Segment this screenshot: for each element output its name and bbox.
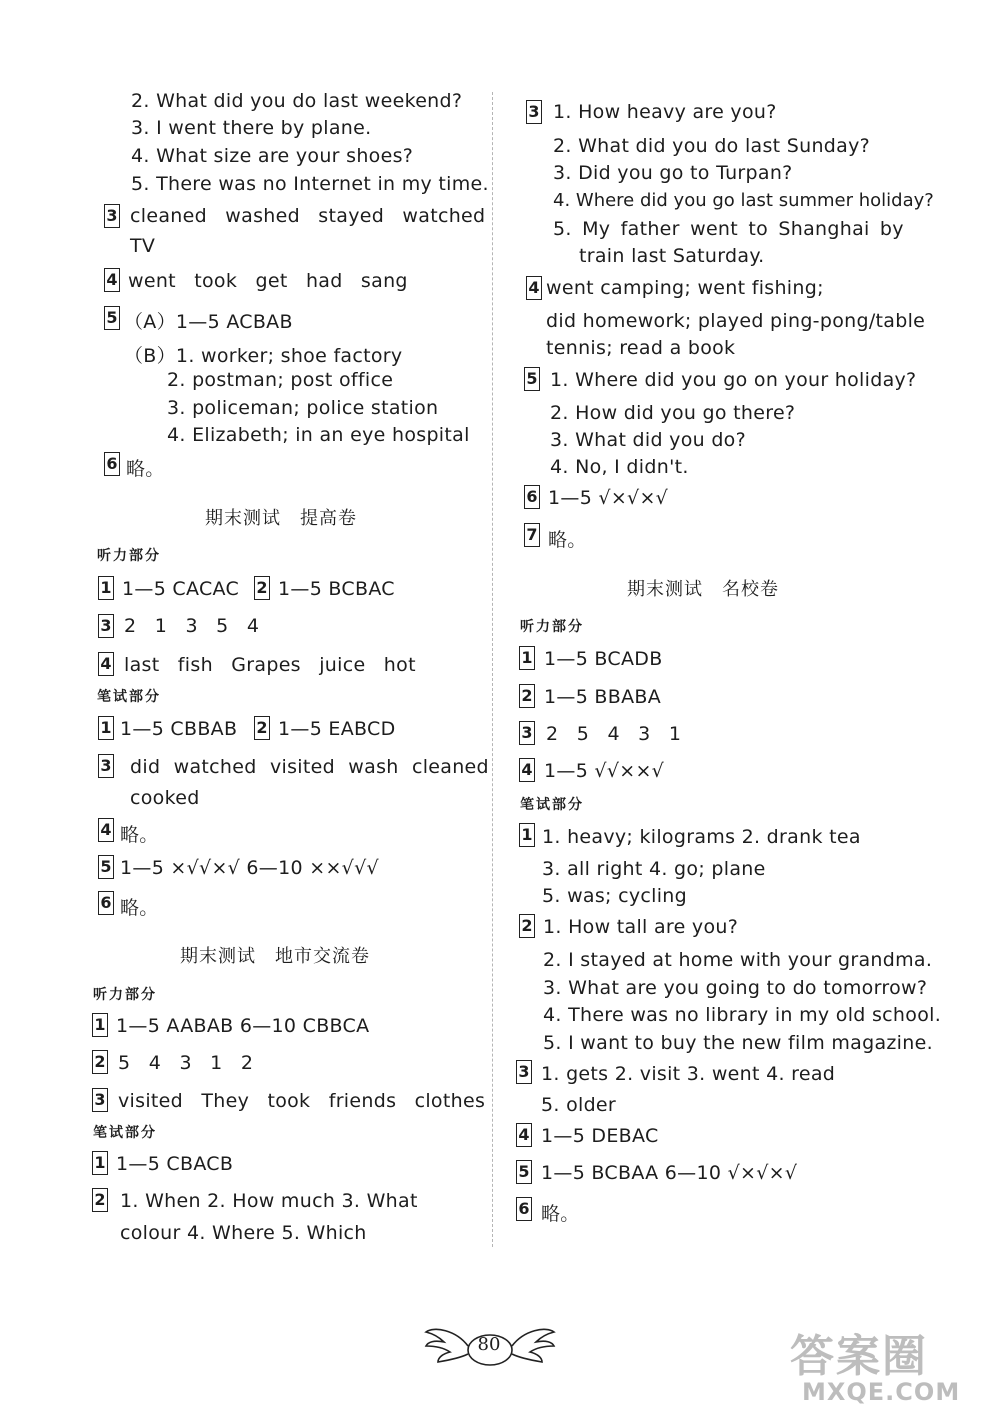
question-number-badge: 3 xyxy=(98,614,114,638)
question-number-badge: 4 xyxy=(519,758,535,782)
answer-line: 1. Where did you go on your holiday? xyxy=(550,369,917,391)
answer-line: 2. What did you do last weekend? xyxy=(131,90,463,112)
answer-line: （B）1. worker; shoe factory xyxy=(124,345,403,367)
answer-line: tennis; read a book xyxy=(546,337,736,359)
question-number-badge: 3 xyxy=(526,100,542,124)
question-number-badge: 1 xyxy=(519,646,535,670)
answer-line: 1—5 AABAB 6—10 CBBCA xyxy=(116,1015,370,1037)
watermark-logo: 答案圈 xyxy=(790,1331,928,1382)
subsection-label: 笔试部分 xyxy=(93,1125,157,1141)
answer-line: 1—5 √×√×√ xyxy=(548,487,669,509)
answer-line: last fish Grapes juice hot xyxy=(124,654,416,676)
column-divider xyxy=(492,92,493,1247)
question-number-badge: 2 xyxy=(254,576,270,600)
answer-line: 5. was; cycling xyxy=(542,885,687,907)
answer-line: colour 4. Where 5. Which xyxy=(120,1222,367,1244)
answer-line: 2. What did you do last Sunday? xyxy=(553,135,871,157)
answer-line: 4. No, I didn't. xyxy=(550,456,689,478)
answer-line: 1. gets 2. visit 3. went 4. read xyxy=(541,1063,836,1085)
answer-line: did watched visited wash cleaned xyxy=(130,756,489,778)
answer-line: 2. How did you go there? xyxy=(550,402,796,424)
question-number-badge: 1 xyxy=(98,716,114,740)
question-number-badge: 5 xyxy=(104,306,120,330)
answer-line: 1. When 2. How much 3. What xyxy=(120,1190,418,1212)
question-number-badge: 6 xyxy=(104,452,120,476)
question-number-badge: 2 xyxy=(92,1188,108,1212)
subsection-label: 笔试部分 xyxy=(97,689,161,705)
answer-line: 1—5 BCBAC xyxy=(278,578,395,600)
answer-line: 1—5 BBABA xyxy=(544,686,662,708)
answer-line: 略。 xyxy=(120,897,159,919)
answer-line: 略。 xyxy=(541,1203,580,1225)
question-number-badge: 1 xyxy=(92,1013,108,1037)
question-number-badge: 1 xyxy=(92,1151,108,1175)
page-number: 80 xyxy=(477,1334,501,1355)
question-number-badge: 4 xyxy=(526,276,542,300)
answer-line: 1—5 √√××√ xyxy=(544,760,665,782)
answer-line: 4. Where did you go last summer holiday? xyxy=(553,190,934,211)
question-number-badge: 4 xyxy=(98,652,114,676)
subsection-label: 笔试部分 xyxy=(520,797,584,813)
question-number-badge: 2 xyxy=(254,716,270,740)
answer-line: went camping; went fishing; xyxy=(546,277,824,299)
question-number-badge: 2 xyxy=(519,914,535,938)
section-heading: 期末测试 地市交流卷 xyxy=(180,946,370,967)
question-number-badge: 6 xyxy=(516,1197,532,1221)
question-number-badge: 3 xyxy=(519,721,535,745)
answer-line: 1—5 BCBAA 6—10 √×√×√ xyxy=(541,1162,798,1184)
subsection-label: 听力部分 xyxy=(97,548,161,564)
answer-line: 5. There was no Internet in my time. xyxy=(131,173,489,195)
answer-line: 5. I want to buy the new film magazine. xyxy=(543,1032,933,1054)
answer-line: 3. policeman; police station xyxy=(167,397,439,419)
subsection-label: 听力部分 xyxy=(520,619,584,635)
answer-line: 3. all right 4. go; plane xyxy=(542,858,766,880)
answer-line: 1. How tall are you? xyxy=(543,916,739,938)
answer-line: 3. What did you do? xyxy=(550,429,746,451)
answer-line: 1—5 EABCD xyxy=(278,718,396,740)
question-number-badge: 3 xyxy=(92,1088,108,1112)
question-number-badge: 6 xyxy=(98,891,114,915)
answer-line: 5. older xyxy=(541,1094,617,1116)
answer-line: 1—5 CBBAB xyxy=(120,718,238,740)
answer-line: 5. My father went to Shanghai by xyxy=(553,218,904,240)
answer-line: 1—5 CBACB xyxy=(116,1153,234,1175)
answer-line: 2 5 4 3 1 xyxy=(546,723,682,745)
answer-line: 1—5 ×√√×√ 6—10 ××√√√ xyxy=(120,857,379,879)
answer-line: 1—5 BCADB xyxy=(544,648,663,670)
answer-line: cooked xyxy=(130,787,200,809)
answer-line: 4. There was no library in my old school. xyxy=(543,1004,942,1026)
question-number-badge: 7 xyxy=(524,523,540,547)
answer-line: 1—5 DEBAC xyxy=(541,1125,659,1147)
answer-line: 略。 xyxy=(126,458,165,480)
watermark-url: MXQE.COM xyxy=(802,1378,961,1406)
answer-line: 2. I stayed at home with your grandma. xyxy=(543,949,933,971)
answer-line: did homework; played ping-pong/table xyxy=(546,310,926,332)
answer-line: TV xyxy=(130,235,156,257)
answer-line: 1. heavy; kilograms 2. drank tea xyxy=(542,826,861,848)
question-number-badge: 5 xyxy=(524,367,540,391)
question-number-badge: 5 xyxy=(98,855,114,879)
answer-line: 2 1 3 5 4 xyxy=(124,615,260,637)
question-number-badge: 3 xyxy=(516,1060,532,1084)
question-number-badge: 4 xyxy=(516,1123,532,1147)
answer-line: 1. How heavy are you? xyxy=(553,101,777,123)
question-number-badge: 4 xyxy=(104,268,120,292)
question-number-badge: 3 xyxy=(104,204,120,228)
answer-line: 4. What size are your shoes? xyxy=(131,145,414,167)
question-number-badge: 2 xyxy=(92,1050,108,1074)
answer-line: 3. I went there by plane. xyxy=(131,117,372,139)
answer-line: 4. Elizabeth; in an eye hospital xyxy=(167,424,470,446)
answer-line: 3. What are you going to do tomorrow? xyxy=(543,977,928,999)
question-number-badge: 2 xyxy=(519,684,535,708)
section-heading: 期末测试 提高卷 xyxy=(205,508,357,529)
answer-line: 略。 xyxy=(548,529,587,551)
question-number-badge: 1 xyxy=(98,576,114,600)
answer-line: 1—5 CACAC xyxy=(122,578,240,600)
question-number-badge: 1 xyxy=(519,823,535,847)
answer-line: 5 4 3 1 2 xyxy=(118,1052,254,1074)
answer-line: （A）1—5 ACBAB xyxy=(124,311,293,333)
question-number-badge: 4 xyxy=(98,818,114,842)
section-heading: 期末测试 名校卷 xyxy=(627,579,779,600)
answer-line: 略。 xyxy=(120,824,159,846)
answer-line: cleaned washed stayed watched xyxy=(130,205,486,227)
question-number-badge: 6 xyxy=(524,485,540,509)
answer-line: visited They took friends clothes xyxy=(118,1090,486,1112)
answer-line: 2. postman; post office xyxy=(167,369,394,391)
question-number-badge: 5 xyxy=(516,1160,532,1184)
subsection-label: 听力部分 xyxy=(93,987,157,1003)
answer-line: went took get had sang xyxy=(128,270,408,292)
question-number-badge: 3 xyxy=(98,754,114,778)
answer-line: train last Saturday. xyxy=(579,245,765,267)
answer-line: 3. Did you go to Turpan? xyxy=(553,162,793,184)
